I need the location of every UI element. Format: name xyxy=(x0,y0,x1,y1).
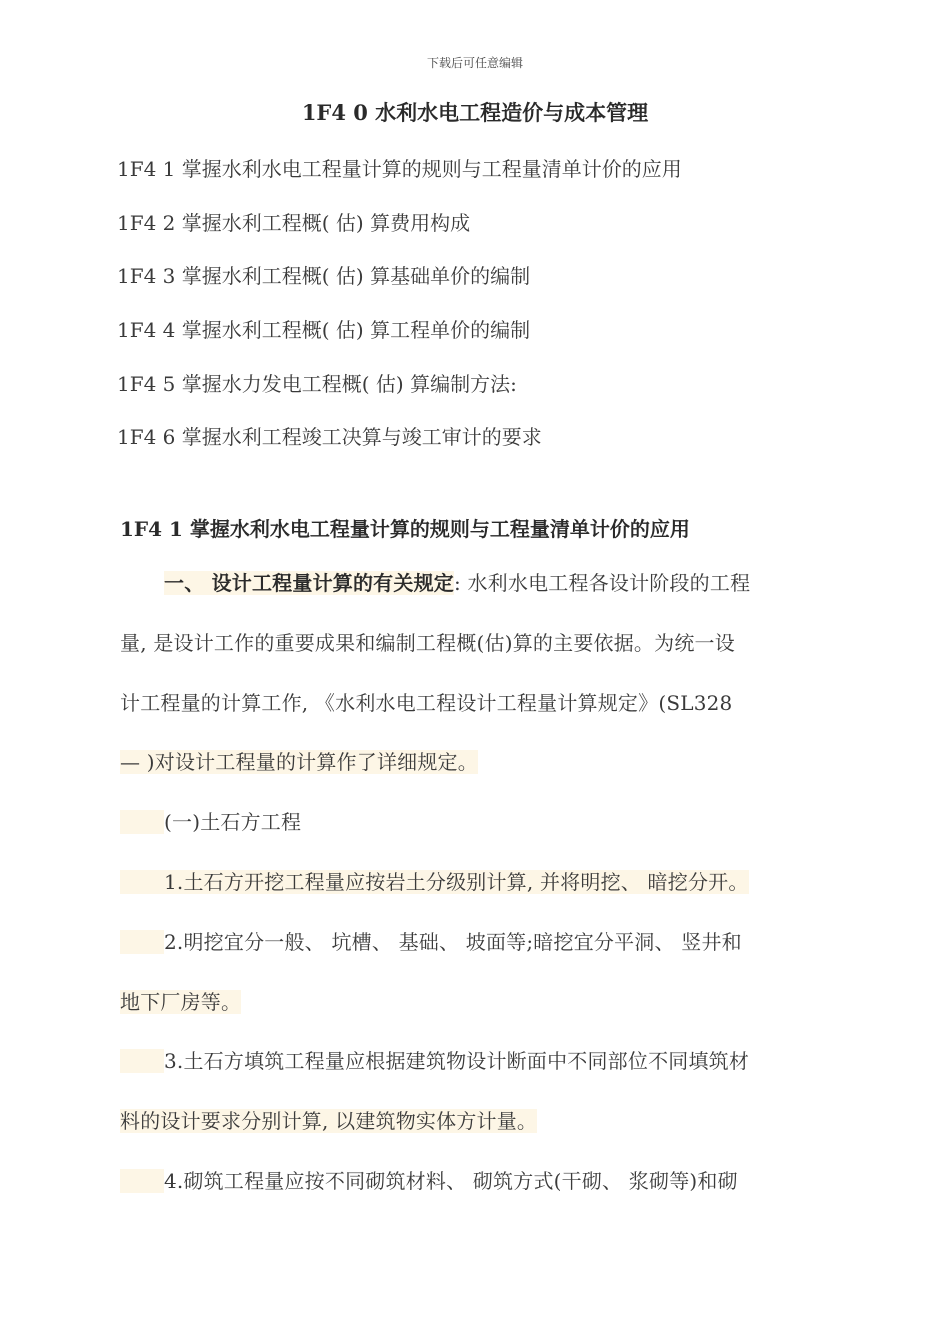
intro-bold: 一、 设计工程量计算的有关规定 xyxy=(164,571,454,595)
document-title: 1F4 0 水利水电工程造价与成本管理 xyxy=(301,100,649,125)
item-3b-line xyxy=(120,1105,537,1134)
item-2b-line xyxy=(120,986,241,1015)
intro-line-3: 计工程量的计算工作, 《水利水电工程设计工程量计算规定》(SL328 xyxy=(120,691,733,715)
toc-item-1: 1F4 1 掌握水利水电工程量计算的规则与工程量清单计价的应用 xyxy=(117,157,682,181)
item-3-line xyxy=(120,1045,749,1074)
intro-line-4-text: — )对设计工程量的计算作了详细规定。 xyxy=(120,750,478,774)
section-heading: 1F4 1 掌握水利水电工程量计算的规则与工程量清单计价的应用 xyxy=(120,517,690,541)
intro-line-2: 量, 是设计工作的重要成果和编制工程概(估)算的主要依据。为统一设 xyxy=(120,631,735,655)
toc-item-3: 1F4 3 掌握水利工程概( 估) 算基础单价的编制 xyxy=(117,264,531,288)
item-2a: 2.明挖宜分一般、 坑槽、 基础、 坡面等;暗挖宜分平洞、 竖井和 xyxy=(164,930,742,954)
item-3a: 3.土石方填筑工程量应根据建筑物设计断面中不同部位不同填筑材 xyxy=(164,1049,750,1073)
toc-item-6: 1F4 6 掌握水利工程竣工决算与竣工审计的要求 xyxy=(117,425,542,449)
item-1: 1.土石方开挖工程量应按岩土分级别计算, 并将明挖、 暗挖分开。 xyxy=(164,870,749,894)
toc-item-4: 1F4 4 掌握水利工程概( 估) 算工程单价的编制 xyxy=(117,318,531,342)
item-1-line xyxy=(120,866,749,895)
intro-line-4 xyxy=(120,746,478,775)
item-2-line xyxy=(120,926,742,955)
page-header: 下载后可任意编辑 xyxy=(426,56,523,70)
intro-line xyxy=(120,567,750,596)
item-4a: 4.砌筑工程量应按不同砌筑材料、 砌筑方式(干砌、 浆砌等)和砌 xyxy=(164,1169,738,1193)
toc-item-5: 1F4 5 掌握水力发电工程概( 估) 算编制方法: xyxy=(117,372,517,396)
subheading-line xyxy=(120,806,301,835)
subheading: (一)土石方工程 xyxy=(164,810,302,834)
item-3b: 料的设计要求分别计算, 以建筑物实体方计量。 xyxy=(120,1109,538,1133)
item-4-line xyxy=(120,1165,738,1194)
intro-rest: : 水利水电工程各设计阶段的工程 xyxy=(453,571,751,595)
toc-item-2: 1F4 2 掌握水利工程概( 估) 算费用构成 xyxy=(117,211,471,235)
item-2b: 地下厂房等。 xyxy=(120,990,242,1014)
